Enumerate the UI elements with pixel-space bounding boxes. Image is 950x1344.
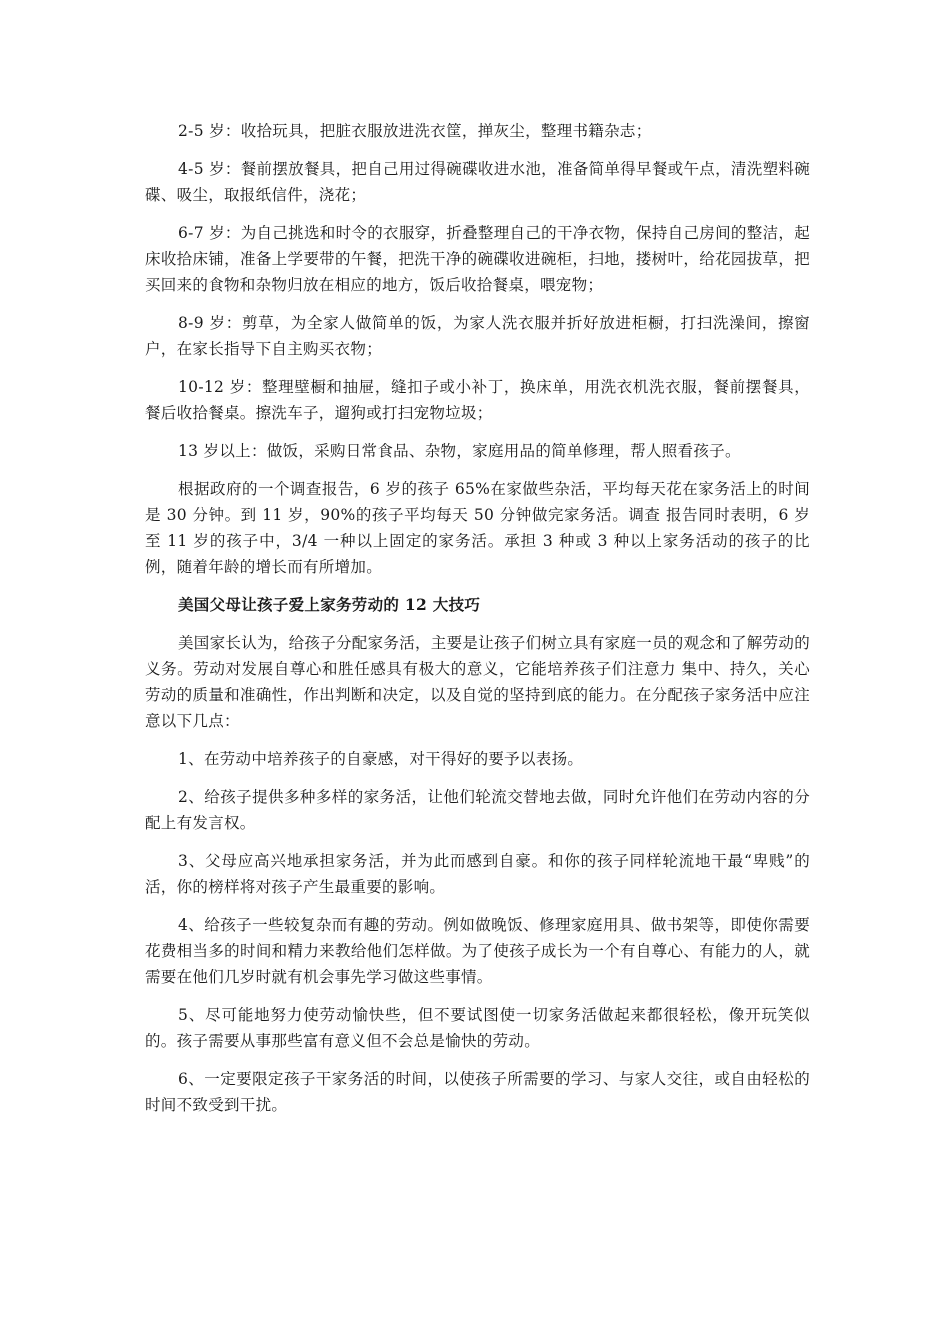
age-10-12-paragraph: 10-12 岁：整理壁橱和抽屉，缝扣子或小补丁，换床单，用洗衣机洗衣服，餐前摆餐具，餐后收拾餐桌。擦洗车子，遛狗或打扫宠物垃圾；	[145, 378, 810, 422]
age-6-7-paragraph: 6-7 岁：为自己挑选和时令的衣服穿，折叠整理自己的干净衣物，保持自己房间的整洁，起床收拾床铺，准备上学要带的午餐，把洗干净的碗碟收进碗柜，扫地，搂树叶，给花园拔草，把买回来的食物和杂物归放在相应的地方，饭后收拾餐桌，喂宠物；	[145, 224, 810, 294]
survey-paragraph: 根据政府的一个调查报告，6 岁的孩子 65%在家做些杂活，平均每天花在家务活上的时间是 30 分钟。到 11 岁，90%的孩子平均每天 50 分钟做完家务活。调查 报告同时表明，6 岁至 11 岁的孩子中，3/4 一种以上固定的家务活。承担 3 种或 3 种以上家务活动的孩子的比例，随着年龄的增长而有所增加。	[145, 480, 810, 576]
tip-1-paragraph: 1、在劳动中培养孩子的自豪感，对干得好的要予以表扬。	[178, 750, 584, 768]
tip-2-paragraph: 2、给孩子提供多种多样的家务活，让他们轮流交替地去做，同时允许他们在劳动内容的分配上有发言权。	[145, 788, 810, 832]
age-4-5-paragraph: 4-5 岁：餐前摆放餐具，把自己用过得碗碟收进水池，准备简单得早餐或午点，清洗塑料碗碟、吸尘，取报纸信件，浇花；	[145, 160, 810, 204]
section-heading: 美国父母让孩子爱上家务劳动的 12 大技巧	[178, 595, 481, 614]
intro-paragraph: 美国家长认为，给孩子分配家务活，主要是让孩子们树立具有家庭一员的观念和了解劳动的义务。劳动对发展自尊心和胜任感具有极大的意义，它能培养孩子们注意力 集中、持久，关心劳动的质量和准确性，作出判断和决定，以及自觉的坚持到底的能力。在分配孩子家务活中应注意以下几点：	[145, 634, 811, 730]
tip-4-paragraph: 4、给孩子一些较复杂而有趣的劳动。例如做晚饭、修理家庭用具、做书架等，即使你需要花费相当多的时间和精力来教给他们怎样做。为了使孩子成长为一个有自尊心、有能力的人，就需要在他们几岁时就有机会事先学习做这些事情。	[145, 916, 810, 986]
tip-5-paragraph: 5、尽可能地努力使劳动愉快些，但不要试图使一切家务活做起来都很轻松，像开玩笑似的。孩子需要从事那些富有意义但不会总是愉快的劳动。	[145, 1006, 810, 1050]
age-2-5-paragraph: 2-5 岁：收拾玩具，把脏衣服放进洗衣筐，掸灰尘，整理书籍杂志；	[178, 122, 652, 140]
tip-6-paragraph: 6、一定要限定孩子干家务活的时间，以使孩子所需要的学习、与家人交往，或自由轻松的时间不致受到干扰。	[145, 1070, 810, 1114]
document-page	[145, 118, 810, 1130]
age-13-plus-paragraph: 13 岁以上：做饭，采购日常食品、杂物，家庭用品的简单修理，帮人照看孩子。	[178, 442, 741, 460]
age-8-9-paragraph: 8-9 岁：剪草，为全家人做简单的饭，为家人洗衣服并折好放进柜橱，打扫洗澡间，擦窗户，在家长指导下自主购买衣物；	[145, 314, 810, 358]
tip-3-paragraph: 3、父母应高兴地承担家务活，并为此而感到自豪。和你的孩子同样轮流地干最“卑贱”的活，你的榜样将对孩子产生最重要的影响。	[145, 852, 810, 896]
